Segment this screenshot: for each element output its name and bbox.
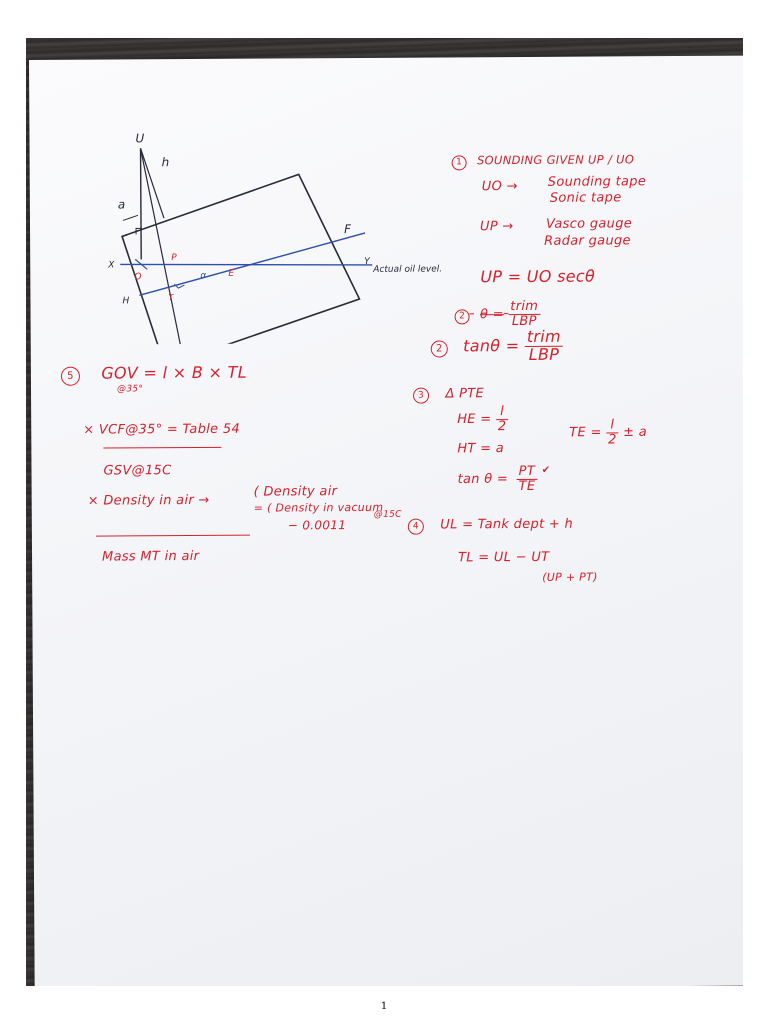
s2-fraction — [525, 326, 563, 364]
label-u: U — [135, 131, 145, 146]
s5-density-vac: = ( Density in vacuum — [253, 500, 384, 515]
s1-up-right-2: Radar gauge — [544, 233, 631, 249]
handwritten-sheet — [29, 56, 743, 986]
s2-struck-line — [454, 300, 540, 329]
s3-he-den: 2 — [497, 418, 507, 434]
s3-he-lhs: HE = — [457, 411, 492, 428]
s3-te-rest: ± a — [623, 424, 648, 441]
s5-rule-1 — [103, 447, 221, 449]
s5-rule-2 — [96, 535, 250, 537]
s4-ul-line — [408, 517, 573, 535]
s2-lhs: tanθ = — [463, 335, 520, 356]
s2-struck-circle: 2 — [455, 309, 470, 324]
label-h-corner: H — [122, 296, 130, 307]
s2-struck-den: LBP — [511, 313, 537, 329]
s4-circle: 4 — [408, 519, 424, 535]
s5-gov-line — [61, 363, 247, 386]
s3-te — [569, 418, 647, 447]
tank-trim-diagram — [99, 112, 460, 344]
s1-up-left: UP → — [479, 219, 514, 235]
s2-circle: 2 — [431, 340, 448, 357]
s5-density-air: ( Density air — [253, 484, 338, 500]
label-alpha: α — [200, 270, 207, 281]
s5-gov-sub: @35° — [116, 384, 144, 395]
s5-density-vac-sub: @15C — [373, 509, 402, 520]
s5-density-minus: − 0.0011 — [287, 518, 347, 533]
s1-heading-text: SOUNDING GIVEN UP / UO — [477, 152, 635, 168]
s3-tan-den: TE — [518, 478, 536, 494]
s4-tl-sub: (UP + PT) — [542, 570, 598, 584]
photo-background — [26, 38, 743, 986]
s3-tan — [457, 465, 550, 494]
s3-he — [457, 405, 508, 434]
s3-title: Δ PTE — [445, 386, 485, 402]
s2-den: LBP — [528, 344, 560, 364]
s3-he-num: l — [496, 405, 509, 420]
s2-struck-lhs: θ = — [479, 306, 504, 322]
s3-te-fraction — [606, 418, 619, 446]
s4-tl: TL = UL − UT — [458, 549, 550, 566]
label-o: O — [134, 272, 142, 283]
s2-struck-num: trim — [508, 300, 540, 315]
s3-he-fraction — [496, 405, 509, 433]
s4-ul: UL = Tank dept + h — [440, 516, 574, 533]
s1-circle: 1 — [452, 155, 467, 170]
label-e: E — [228, 268, 235, 279]
s1-uo-right-2: Sonic tape — [549, 190, 622, 206]
s3-tan-lhs: tan θ = — [457, 471, 509, 488]
s3-te-num: l — [606, 418, 619, 433]
s5-circle: 5 — [61, 367, 80, 386]
s1-heading — [452, 152, 635, 170]
s1-up-right-1: Vasco gauge — [545, 216, 633, 232]
s3-tick: ✔ — [541, 464, 551, 476]
s3-title-line — [413, 386, 484, 403]
s3-circle: 3 — [413, 388, 429, 404]
page-number: 1 — [380, 1001, 388, 1012]
s5-density: × Density in air → — [87, 492, 210, 509]
s1-formula: UP = UO secθ — [480, 266, 596, 287]
label-t: T — [168, 293, 174, 303]
s5-mass: Mass MT in air — [101, 548, 200, 565]
s3-tan-num: PT — [516, 465, 537, 480]
label-f: F — [343, 222, 351, 237]
s1-uo-right-1: Sounding tape — [547, 174, 647, 190]
s3-ht: HT = a — [457, 441, 505, 457]
actual-oil-level-label: Actual oil level. — [373, 264, 443, 275]
s3-tan-fraction — [516, 465, 537, 493]
label-x: X — [108, 260, 115, 271]
s5-vcf: × VCF@35° = Table 54 — [83, 421, 241, 438]
s5-gov: GOV = l × B × TL — [101, 362, 247, 383]
s2-line — [431, 326, 563, 364]
s5-gsv: GSV@15C — [103, 463, 172, 479]
label-p: P — [171, 253, 177, 264]
vertical-line-uo — [141, 148, 142, 259]
s3-te-den: 2 — [608, 432, 617, 448]
label-a: a — [117, 197, 126, 212]
s3-te-lhs: TE = — [569, 425, 602, 441]
dimension-a — [123, 215, 138, 220]
s1-uo-left: UO → — [481, 179, 518, 195]
s2-struck-fraction — [508, 300, 540, 328]
s2-num: trim — [525, 329, 563, 347]
label-h: h — [161, 155, 170, 170]
label-y: Y — [364, 256, 370, 267]
